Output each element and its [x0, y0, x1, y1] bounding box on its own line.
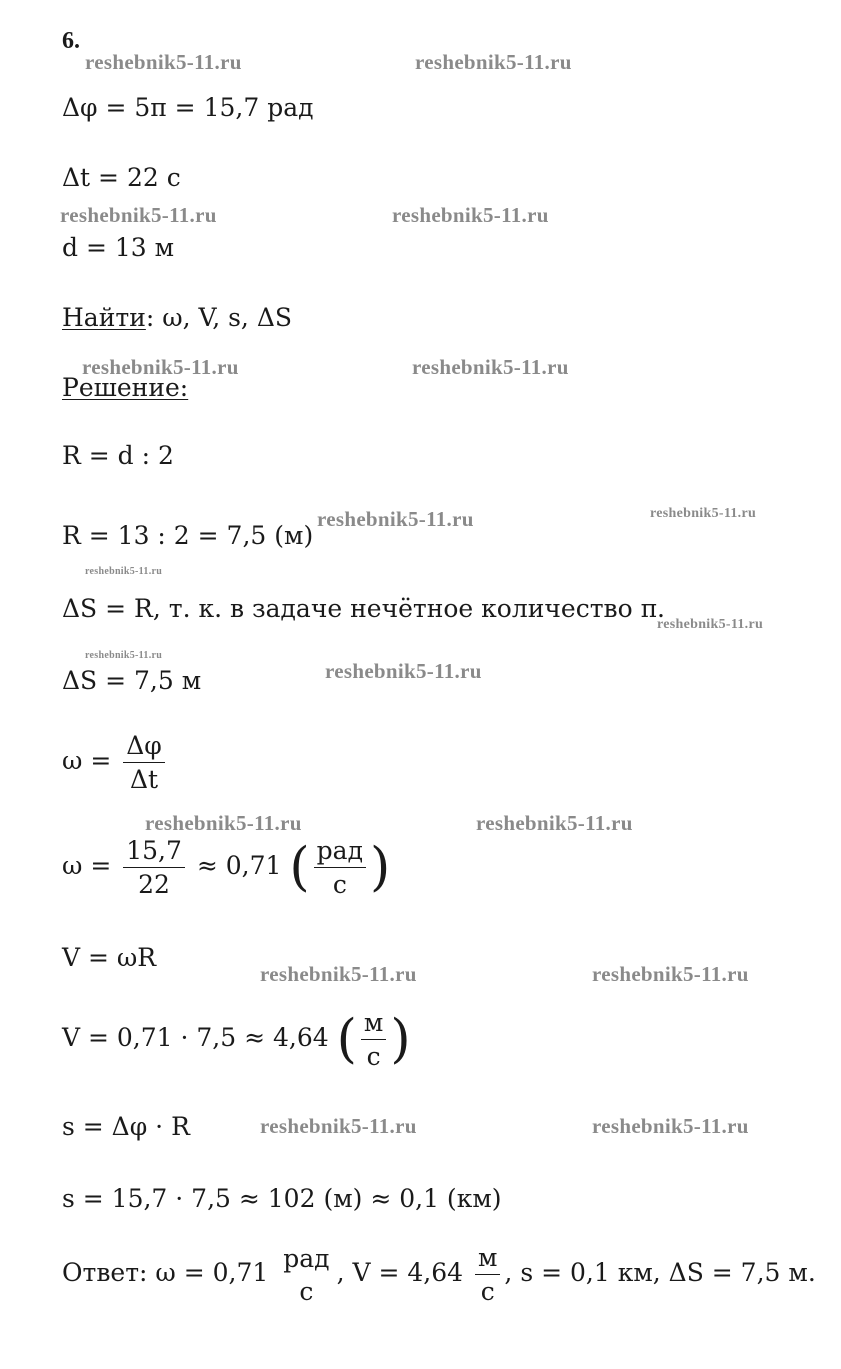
watermark: reshebnik5-11.ru — [392, 203, 549, 227]
radius-formula: R = d : 2 — [62, 441, 174, 470]
find-line — [62, 305, 292, 330]
watermark: reshebnik5-11.ru — [60, 203, 217, 227]
watermark: reshebnik5-11.ru — [325, 659, 482, 683]
omega-unit-fraction — [314, 838, 366, 897]
velocity-formula: V = ωR — [62, 943, 157, 972]
watermark: reshebnik5-11.ru — [412, 355, 569, 379]
omega-approx: ≈ 0,71 — [196, 851, 282, 880]
problem-number: 6. — [62, 28, 80, 54]
left-paren: ( — [336, 1009, 357, 1070]
path-formula: s = Δφ · R — [62, 1112, 190, 1141]
left-paren: ( — [289, 837, 310, 898]
fraction-numerator: м — [361, 1010, 386, 1040]
fraction-numerator: 15,7 — [123, 838, 185, 868]
find-quantities: : ω, V, s, ΔS — [145, 303, 293, 332]
solution-label: Решение: — [62, 373, 189, 402]
watermark: reshebnik5-11.ru — [82, 355, 239, 379]
watermark: reshebnik5-11.ru — [592, 1114, 749, 1138]
right-paren: ) — [390, 1009, 411, 1070]
fraction-denominator: Δt — [129, 765, 159, 794]
watermark: reshebnik5-11.ru — [260, 962, 417, 986]
fraction-denominator: с — [480, 1277, 495, 1306]
right-paren: ) — [369, 837, 391, 898]
watermark: reshebnik5-11.ru — [145, 811, 302, 835]
fraction-denominator: 22 — [138, 870, 170, 899]
watermark: reshebnik5-11.ru — [650, 506, 757, 521]
velocity-value — [62, 1010, 411, 1069]
watermark: reshebnik5-11.ru — [657, 617, 764, 632]
answer-omega-unit — [280, 1243, 332, 1306]
given-delta-t: Δt = 22 с — [62, 163, 181, 192]
watermark: reshebnik5-11.ru — [592, 962, 749, 986]
omega-value-fraction — [123, 838, 185, 897]
watermark: reshebnik5-11.ru — [85, 50, 242, 74]
watermark: reshebnik5-11.ru — [85, 650, 163, 661]
fraction-numerator: рад — [283, 1243, 330, 1273]
omega-formula — [62, 733, 169, 792]
watermark: reshebnik5-11.ru — [415, 50, 572, 74]
velocity-unit-fraction — [361, 1010, 386, 1069]
find-label: Найти — [62, 303, 146, 332]
fraction-denominator: с — [366, 1042, 381, 1071]
displacement-value: ΔS = 7,5 м — [62, 666, 202, 695]
omega-value — [62, 838, 390, 897]
watermark: reshebnik5-11.ru — [85, 566, 163, 577]
radius-value: R = 13 : 2 = 7,5 (м) — [62, 521, 314, 550]
answer-velocity-unit — [475, 1245, 500, 1304]
answer-part-velocity: , V = 4,64 — [336, 1258, 464, 1287]
omega-lhs: ω = — [62, 746, 112, 775]
watermark: reshebnik5-11.ru — [476, 811, 633, 835]
fraction-numerator: Δφ — [123, 733, 165, 763]
displacement-note: ΔS = R, т. к. в задаче нечётное количество π. — [62, 594, 666, 623]
fraction-denominator: с — [299, 1276, 314, 1306]
solution-line — [62, 375, 188, 400]
answer-line — [62, 1245, 816, 1304]
watermark: reshebnik5-11.ru — [260, 1114, 417, 1138]
velocity-lhs: V = 0,71 · 7,5 ≈ 4,64 — [62, 1023, 329, 1052]
omega-fraction — [123, 733, 165, 792]
fraction-numerator: м — [475, 1245, 500, 1275]
watermark: reshebnik5-11.ru — [317, 507, 474, 531]
fraction-numerator: рад — [314, 838, 366, 868]
fraction-denominator: с — [332, 870, 347, 899]
omega-lhs: ω = — [62, 851, 112, 880]
given-delta-phi: Δφ = 5π = 15,7 рад — [62, 93, 314, 122]
given-diameter: d = 13 м — [62, 233, 175, 262]
path-value: s = 15,7 · 7,5 ≈ 102 (м) ≈ 0,1 (км) — [62, 1184, 502, 1213]
answer-part-omega: Ответ: ω = 0,71 — [62, 1258, 269, 1287]
answer-part-rest: , s = 0,1 км, ΔS = 7,5 м. — [504, 1258, 816, 1287]
